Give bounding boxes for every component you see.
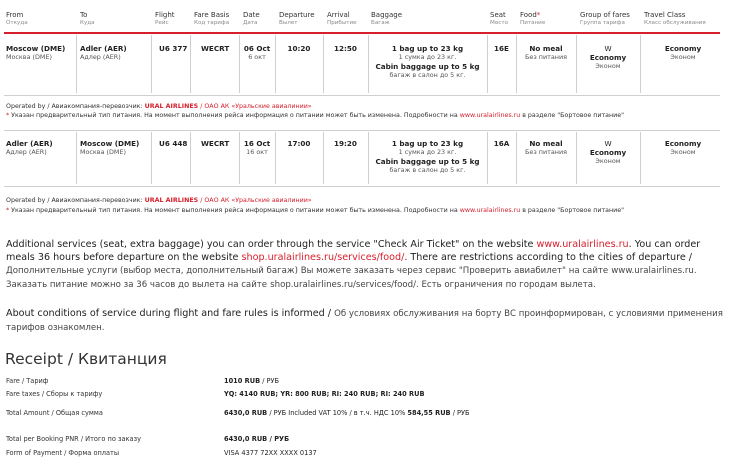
col-to: To Куда: [80, 11, 95, 26]
meal-note: * Указан предварительный тип питания. На момент выполнения рейса информация о питании может быть изменена. Подробности на www.uralairlines.ru в разделе "Бортовое питание": [6, 207, 624, 214]
segment-class: Economy Эконом: [664, 139, 702, 156]
row-divider: [76, 35, 77, 93]
col-departure: Departure Вылет: [279, 11, 315, 26]
conditions-statement: About conditions of service during flight and fare rules is informed / Об условиях обслуживания на борту ВС проинформирован, с условиями применения тарифов ознакомлен.: [6, 308, 723, 333]
row-divider: [190, 35, 191, 93]
segment-baggage: 1 bag up to 23 kg 1 сумка до 23 кг. Cabin baggage up to 5 kg багаж в салон до 5 кг.: [375, 44, 480, 79]
segment-fare-basis: WECRT: [201, 44, 230, 53]
header-divider: [4, 32, 720, 34]
taxes-label: Fare taxes / Сборы к тарифу: [6, 390, 103, 398]
segment-date: 06 Oct 6 окт: [243, 44, 271, 61]
col-travel-class: Travel Class Класс обслуживания: [644, 11, 706, 26]
col-seat: Seat Место: [490, 11, 509, 26]
meal-note-link[interactable]: www.uralairlines.ru: [459, 207, 521, 214]
segment-baggage: 1 bag up to 23 kg 1 сумка до 23 кг. Cabin baggage up to 5 kg багаж в салон до 5 кг.: [375, 139, 480, 174]
col-date: Date Дата: [243, 11, 260, 26]
col-food: Food* Питание: [520, 11, 546, 26]
food-shop-link-ru[interactable]: shop.uralairlines.ru/services/food/: [270, 280, 416, 290]
segment-group: W Economy Эконом: [589, 139, 627, 165]
meal-note: * Указан предварительный тип питания. На момент выполнения рейса информация о питании может быть изменена. Подробности на www.uralairlines.ru в разделе "Бортовое питание": [6, 112, 624, 119]
total-amount-value: 6430,0 RUB / РУБ Included VAT 10% / в т.ч. НДС 10% 584,55 RUB / РУБ: [224, 409, 470, 417]
row-divider: [190, 132, 191, 184]
row-divider: [151, 35, 152, 93]
total-amount-label: Total Amount / Общая сумма: [6, 409, 103, 417]
operated-by: Operated by / Авиакомпания-перевозчик: URAL AIRLINES / ОАО АК «Уральские авиалинии»: [6, 103, 312, 110]
row-divider: [4, 130, 720, 131]
col-group-of-fares: Group of fares Группа тарифа: [580, 11, 630, 26]
col-arrival: Arrival Прибытие: [327, 11, 357, 26]
fare-label: Fare / Тариф: [6, 377, 49, 385]
airline-name: URAL AIRLINES: [144, 197, 199, 204]
uralairlines-link-ru[interactable]: www.uralairlines.ru: [611, 266, 694, 276]
segment-date: 16 Oct 16 окт: [243, 139, 271, 156]
segment-to: Moscow (DME) Москва (DME): [80, 139, 140, 156]
segment-from: Adler (AER) Адлер (AER): [6, 139, 53, 156]
segment-food: No meal Без питания: [525, 44, 567, 61]
col-flight: Flight Рейс: [155, 11, 175, 26]
col-baggage: Baggage Багаж: [371, 11, 403, 26]
segment-to: Adler (AER) Адлер (AER): [80, 44, 127, 61]
segment-seat: 16E: [494, 44, 509, 53]
segment-seat: 16A: [493, 139, 510, 148]
segment-arrival: 19:20: [334, 139, 357, 148]
pnr-total-label: Total per Booking PNR / Итого по заказу: [6, 435, 141, 443]
row-divider: [151, 132, 152, 184]
segment-group: W Economy Эконом: [589, 44, 627, 70]
additional-services: Additional services (seat, extra baggage) you can order through the service "Check Air Ticket" on the website www.uralairlines.ru. You can order meals 36 hours before departure on the website shop.uralairlines.ru/services/food/. There are restrictions according to the cities of departure / Дополнительные услуги (выбор места, дополнительный багаж) Вы можете заказать через сервис "Проверить авиабилет" на сайте www.uralairlines.ru. Заказать питание можно за 36 часов до вылета на сайте shop.uralairlines.ru/services/food/. Есть ограничения по городам вылета.: [6, 239, 701, 290]
taxes-value: YQ: 4140 RUB; YR: 800 RUB; RI: 240 RUB; RI: 240 RUB: [224, 390, 425, 398]
row-bottom-divider: [4, 186, 720, 187]
pnr-total-value: 6430,0 RUB / РУБ: [224, 435, 290, 443]
uralairlines-link[interactable]: www.uralairlines.ru: [536, 239, 629, 250]
payment-label: Form of Payment / Форма оплаты: [6, 449, 120, 457]
meal-note-link[interactable]: www.uralairlines.ru: [459, 112, 521, 119]
segment-class: Economy Эконом: [664, 44, 702, 61]
row-bottom-divider: [4, 95, 720, 96]
segment-flight: U6 377: [159, 44, 188, 53]
segment-departure: 17:00: [287, 139, 311, 148]
segment-food: No meal Без питания: [525, 139, 567, 156]
segment-fare-basis: WECRT: [201, 139, 230, 148]
receipt-title: Receipt / Квитанция: [5, 350, 167, 368]
segment-arrival: 12:50: [334, 44, 357, 53]
airline-name: URAL AIRLINES: [144, 103, 199, 110]
fare-value: 1010 RUB / РУБ: [224, 377, 280, 385]
col-from: From Откуда: [6, 11, 28, 26]
col-fare-basis: Fare Basis Код тарифа: [194, 11, 230, 26]
operated-by: Operated by / Авиакомпания-перевозчик: URAL AIRLINES / ОАО АК «Уральские авиалинии»: [6, 197, 312, 204]
row-divider: [76, 132, 77, 184]
food-shop-link[interactable]: shop.uralairlines.ru/services/food/: [241, 252, 405, 263]
segment-flight: U6 448: [159, 139, 188, 148]
segment-departure: 10:20: [287, 44, 311, 53]
segment-from: Moscow (DME) Москва (DME): [6, 44, 66, 61]
payment-value: VISA 4377 72XX XXXX 0137: [224, 449, 317, 457]
